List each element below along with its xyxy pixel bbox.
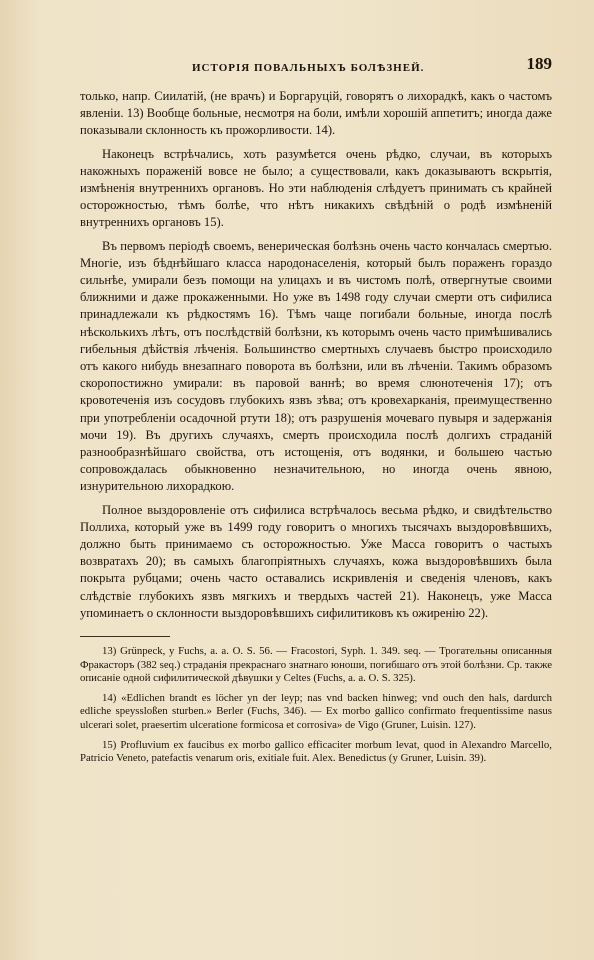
page-number: 189	[526, 54, 552, 73]
footnote-divider	[80, 636, 170, 637]
page-header	[80, 54, 552, 82]
paragraph: только, напр. Сиилатій, (не врачъ) и Боргаруцій, говорятъ о лихорадкѣ, какъ о частомъ явленіи. 13) Вообще больные, несмотря на боли, имѣли хорошій аппетитъ; иногда даже показывали склонность къ прожорливости. 14).	[80, 89, 552, 138]
footnotes	[80, 645, 552, 766]
running-title: ИСТОРІЯ ПОВАЛЬНЫХЪ БОЛѢЗНЕЙ.	[192, 62, 425, 74]
footnote: 13) Grünpeck, у Fuchs, a. a. O. S. 56. — Fracostori, Syph. 1. 349. seq. — Трогательны описанныя Фракасторъ (382 seq.) страданія прекраснаго знатнаго юноши, погибшаго отъ этой болѣзни. Ср. также описаніе одной сифилитической дѣвушки у Celtes (Fuchs, a. a. O. S. 325).	[80, 645, 552, 685]
footnote: 14) «Edlichen brandt es löcher yn der leyp; nas vnd backen hinweg; vnd ouch den hals, dardurch edliche speyssloßen sturben.» Berler (Fuchs, 346). — Ex morbo gallico confirmato frequentissime nasus ulcerari solet, praesertim ulceratione formicosa et corrosiva» de Vigo (Gruner, Luisin. 127).	[80, 691, 552, 732]
paragraph: Въ первомъ періодѣ своемъ, венерическая болѣзнь очень часто кончалась смертью. Многіе, изъ бѣднѣйшаго класса народонаселенія, который былъ пораженъ гораздо сильнѣе, умирали безъ помощи на улицахъ и въ чистомъ полѣ, отвергнутые своими ближними и даже прокаженными. Но уже въ 1498 году случаи смерти отъ сифилиса принадлежали къ рѣдкостямъ 16). Тѣмъ чаще погибали больные, иногда послѣ нѣсколькихъ лѣтъ, отъ послѣдствій болѣзни, къ которымъ очень часто примѣшивались гибельныя дѣйствія лѣченія. Большинство смертныхъ случаевъ быстро происходило отъ какого нибудь внезапнаго поворота въ болѣзни, или въ лѣченіи. Такимъ образомъ скоропостижно умирали: въ паровой ваннѣ; во время слюнотеченія 17); отъ кровотеченія изъ сосудовъ глубокихъ язвъ зѣва; отъ кровехарканія, преимущественно при употребленіи осадочной ртути 18); отъ разрушенія мочеваго пувыря и задержанія мочи 19). Въ другихъ случаяхъ, смерть происходила послѣ долгихъ страданій разнообразнѣйшаго свойства, отъ истощенія, отъ водянки, и большею частью сопровождалась обыкновенно незначительною, но иногда очень явною, изнурительною лихорадкою.	[80, 238, 552, 494]
paragraph: Наконецъ встрѣчались, хоть разумѣется очень рѣдко, случаи, въ которыхъ накожныхъ пораженій вовсе не было; а существовали, какъ доказываютъ вскрытія, измѣненія внутреннихъ органовъ. Но эти наблюденія слѣдуетъ принимать съ крайней осторожностью, тѣмъ болѣе, что нѣтъ никакихъ свѣдѣній о родѣ измѣненій внутреннихъ органовъ 15).	[80, 146, 552, 230]
main-text	[80, 88, 552, 622]
footnote: 15) Profluvium ex faucibus ex morbo gallico efficaciter morbum levat, quod in Alexandro Marcello, Patricio Veneto, patefactis venarum oris, exitiale fuit. Alex. Benedictus (у Gruner, Luisin. 39).	[80, 738, 552, 765]
paragraph: Полное выздоровленіе отъ сифилиса встрѣчалось весьма рѣдко, и свидѣтельство Поллиха, который уже въ 1499 году говоритъ о многихъ тысячахъ выздоровѣвшихъ, должно быть принимаемо съ осторожностью. Уже Масса говоритъ о частыхъ возвратахъ 20); въ самыхъ благопріятныхъ случаяхъ, кожа выздоровѣвшихъ была покрыта рубцами; очень часто оставались искривленія и сведенія членовъ, какъ слѣдствіе глубокихъ язвъ мягкихъ и твердыхъ частей 21). Наконецъ, уже Масса упоминаетъ о склонности выздоровѣвшихъ сифилитиковъ къ ожиренію 22).	[80, 502, 552, 620]
